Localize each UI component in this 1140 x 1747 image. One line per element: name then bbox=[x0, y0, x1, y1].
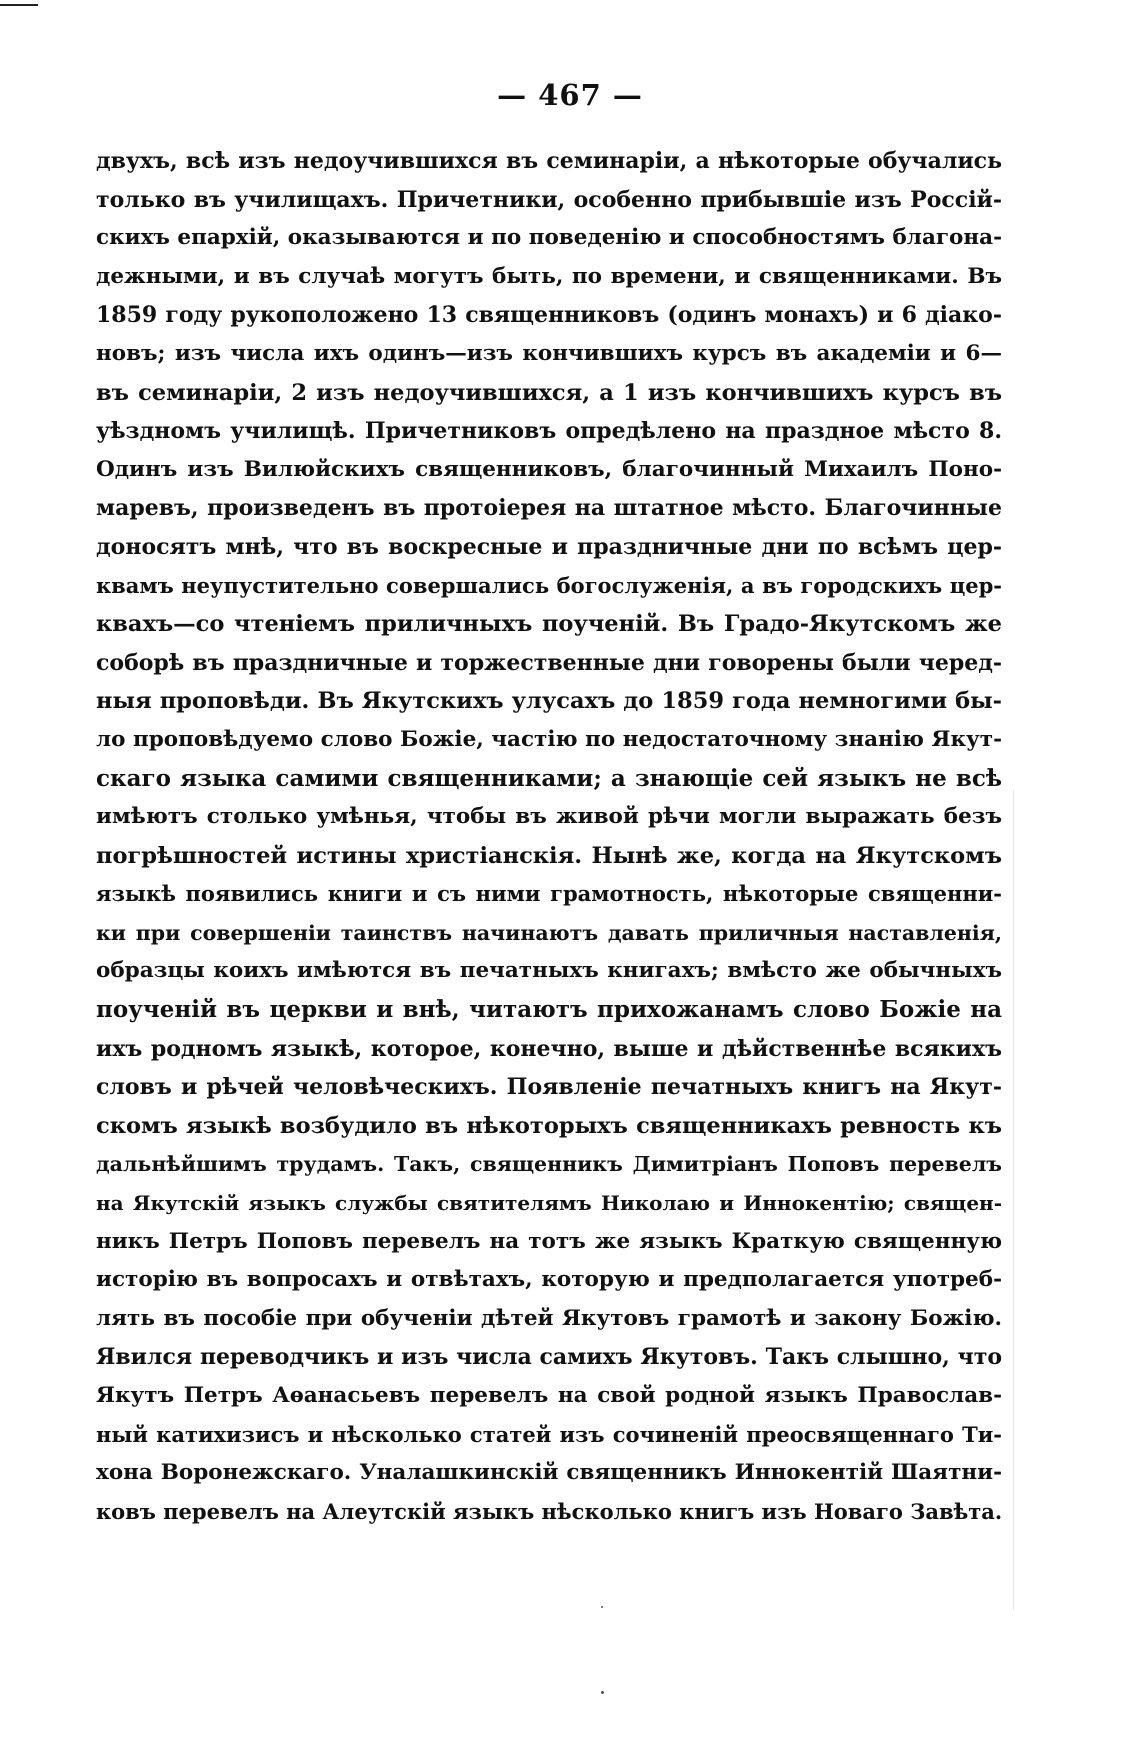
text-line: только въ училищахъ. Причетники, особенно прибывшіе изъ Россій- bbox=[96, 186, 1002, 213]
print-speck bbox=[601, 1691, 604, 1694]
text-line: хона Воронежскаго. Уналашкинскій священникъ Иннокентій Шаятни- bbox=[96, 1460, 1002, 1486]
text-line: квамъ неупустительно совершались богослуженія, а въ городскихъ цер- bbox=[96, 572, 1002, 598]
text-line: ный катихизисъ и нѣсколько статей изъ сочиненій преосвященнаго Ти- bbox=[96, 1421, 1002, 1447]
text-line: ковъ перевелъ на Алеутскій языкъ нѣсколько книгъ изъ Новаго Завѣта. bbox=[96, 1498, 1002, 1524]
text-line: соборѣ въ праздничные и торжественные дни говорены были черед- bbox=[96, 649, 1002, 676]
text-line: образцы коихъ имѣются въ печатныхъ книгахъ; вмѣсто же обычныхъ bbox=[96, 958, 1002, 984]
text-line: ихъ родномъ языкѣ, которое, конечно, выше и дѣйственнѣе всякихъ bbox=[96, 1035, 1002, 1062]
text-line: исторію въ вопросахъ и отвѣтахъ, которую и предполагается употреб- bbox=[96, 1267, 1002, 1293]
text-line: ки при совершеніи таинствъ начинаютъ давать приличныя наставленія, bbox=[96, 920, 1002, 945]
text-line: уѣздномъ училищѣ. Причетниковъ опредѣлено на праздное мѣсто 8. bbox=[96, 418, 1002, 445]
text-line: никъ Петръ Поповъ перевелъ на тотъ же языкъ Краткую священную bbox=[96, 1228, 1002, 1254]
text-line: скомъ языкѣ возбудило въ нѣкоторыхъ священникахъ ревность къ bbox=[96, 1112, 1002, 1139]
text-line: словъ и рѣчей человѣческихъ. Появленіе печатныхъ книгъ на Якут- bbox=[96, 1074, 1002, 1101]
text-line: Явился переводчикъ и изъ числа самихъ Якутовъ. Такъ слышно, что bbox=[96, 1344, 1002, 1371]
text-line: имѣютъ столько умѣнья, чтобы въ живой рѣчи могли выражать безъ bbox=[96, 804, 1002, 830]
text-line: Якутъ Петръ Аѳанасьевъ перевелъ на свой родной языкъ Православ- bbox=[96, 1383, 1002, 1408]
print-speck bbox=[601, 1606, 603, 1608]
text-line: скаго языка самими священниками; а знающіе сей языкъ не всѣ bbox=[96, 764, 1002, 792]
text-line: ныя проповѣди. Въ Якутскихъ улусахъ до 1859 года немногими бы- bbox=[96, 688, 1002, 715]
text-line: маревъ, произведенъ въ протоіерея на штатное мѣсто. Благочинные bbox=[96, 495, 1002, 522]
text-line: Одинъ изъ Вилюйскихъ священниковъ, благочинный Михаилъ Поно- bbox=[96, 456, 1002, 482]
text-line: новъ; изъ числа ихъ одинъ—изъ кончившихъ курсъ въ академіи и 6— bbox=[96, 340, 1002, 366]
text-line: поученій въ церкви и внѣ, читаютъ прихожанамъ слово Божіе на bbox=[96, 996, 1002, 1024]
text-line: двухъ, всѣ изъ недоучившихся въ семинаріи, а нѣкоторые обучались bbox=[96, 148, 1002, 174]
body-text bbox=[96, 142, 1002, 1531]
text-line: скихъ епархій, оказываются и по поведенію и способностямъ благона- bbox=[96, 225, 1002, 251]
text-line: языкѣ появились книги и съ ними грамотность, нѣкоторые священни- bbox=[96, 881, 1002, 907]
text-line: погрѣшностей истины христіанскія. Нынѣ же, когда на Якутскомъ bbox=[96, 842, 1002, 869]
text-line: доносятъ мнѣ, что въ воскресные и праздничные дни по всѣмъ цер- bbox=[96, 533, 1002, 560]
text-line: дальнѣйшимъ трудамъ. Такъ, священникъ Димитріанъ Поповъ перевелъ bbox=[96, 1152, 1002, 1177]
text-line: дежными, и въ случаѣ могутъ быть, по времени, и священниками. Въ bbox=[96, 263, 1002, 289]
page-edge-shadow bbox=[1013, 790, 1014, 1610]
text-line: лять въ пособіе при обученіи дѣтей Якутовъ грамотѣ и закону Божію. bbox=[96, 1305, 1002, 1331]
text-line: 1859 году рукоположено 13 священниковъ (одинъ монахъ) и 6 діако- bbox=[96, 302, 1002, 329]
text-line: квахъ—со чтеніемъ приличныхъ поученій. Въ Градо-Якутскомъ же bbox=[96, 611, 1002, 638]
text-line: на Якутскій языкъ службы святителямъ Николаю и Иннокентію; священ- bbox=[96, 1191, 1002, 1216]
text-line: ло проповѣдуемо слово Божіе, частію по недостаточному знанію Якут- bbox=[96, 726, 1002, 752]
text-line: въ семинаріи, 2 изъ недоучившихся, а 1 изъ кончившихъ курсъ въ bbox=[96, 379, 1002, 406]
page-number: — 467 — bbox=[497, 78, 643, 112]
corner-mark bbox=[0, 4, 38, 6]
